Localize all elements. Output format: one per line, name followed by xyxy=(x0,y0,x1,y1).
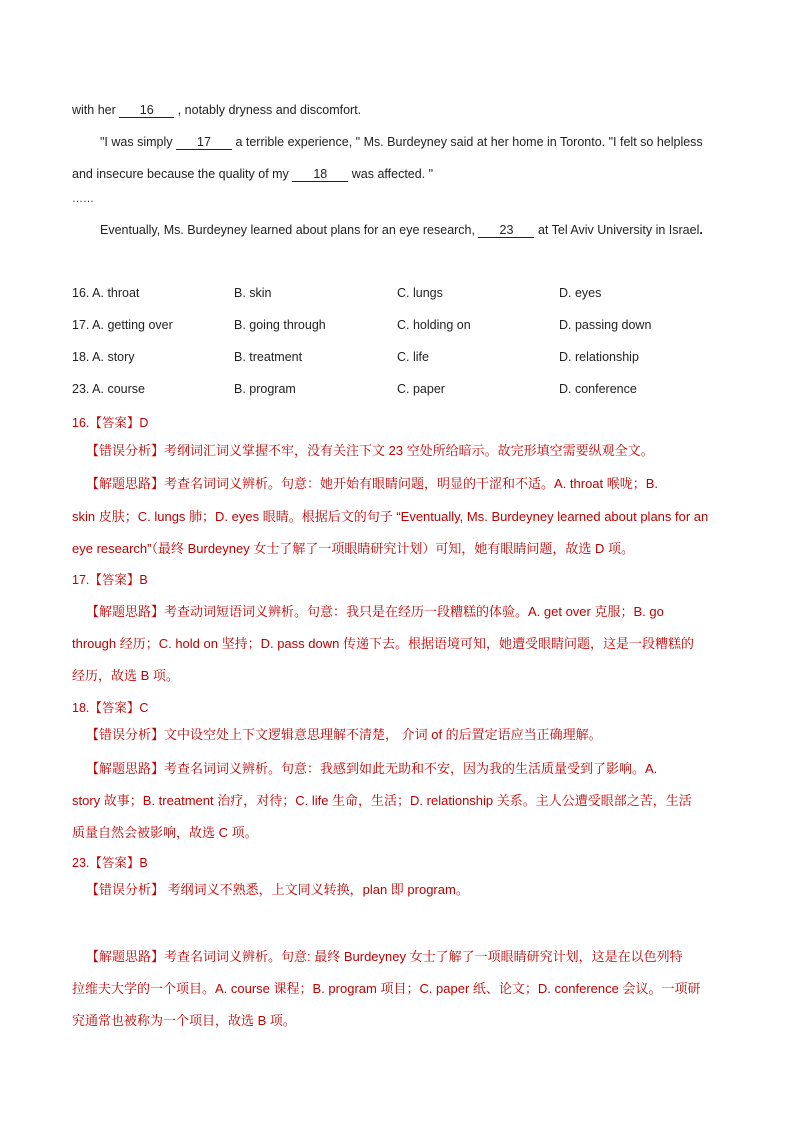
q18-option-d: D. relationship xyxy=(559,350,639,364)
text: was affected. " xyxy=(348,167,434,181)
blank-23: 23 xyxy=(478,224,534,238)
q16-option-c: C. lungs xyxy=(397,286,443,300)
q17-option-b: B. going through xyxy=(234,318,326,332)
blank-16: 16 xyxy=(119,104,174,118)
solution-23-line-3: 究通常也被称为一个项目，故选 B 项。 xyxy=(72,1013,296,1028)
q16-option-d: D. eyes xyxy=(559,286,602,300)
q17-option-a: 17. A. getting over xyxy=(72,318,173,332)
solution-17-line-3: 经历，故选 B 项。 xyxy=(72,668,179,683)
solution-16-line-1: 【解题思路】考查名词词义辨析。句意：她开始有眼睛问题，明显的干涩和不适。A. throat 喉咙；B. xyxy=(86,476,659,491)
ellipsis: …… xyxy=(72,193,94,205)
solution-18-line-1: 【解题思路】考查名词词义辨析。句意：我感到如此无助和不安，因为我的生活质量受到了影响。A. xyxy=(86,761,658,776)
text: "I was simply xyxy=(100,135,176,149)
answer-23: 23.【答案】B xyxy=(72,856,148,870)
passage-line-1 xyxy=(72,103,361,118)
error-analysis-23: 【错误分析】 考纲词义不熟悉，上文同义转换，plan 即 program。 xyxy=(86,882,469,897)
text: a terrible experience, " Ms. Burdeyney said at her home in Toronto. "I felt so helpless xyxy=(231,135,703,149)
blank-18: 18 xyxy=(292,168,348,182)
solution-17-line-1: 【解题思路】考查动词短语词义辨析。句意：我只是在经历一段糟糕的体验。A. get over 克服；B. go xyxy=(86,604,664,619)
error-analysis-18: 【错误分析】文中设空处上下文逻辑意思理解不清楚， 介词 of 的后置定语应当正确理解。 xyxy=(86,727,602,742)
q23-option-b: B. program xyxy=(234,382,296,396)
passage-line-2 xyxy=(100,135,703,150)
q23-option-a: 23. A. course xyxy=(72,382,145,396)
q16-option-b: B. skin xyxy=(234,286,272,300)
answer-17: 17.【答案】B xyxy=(72,573,148,587)
solution-23-line-1: 【解题思路】考查名词词义辨析。句意: 最终 Burdeyney 女士了解了一项眼睛研究计划，这是在以色列特 xyxy=(86,949,683,964)
answer-16: 16.【答案】D xyxy=(72,416,149,430)
q16-option-a: 16. A. throat xyxy=(72,286,140,300)
text: at Tel Aviv University in Israel xyxy=(534,223,700,237)
q17-option-d: D. passing down xyxy=(559,318,652,332)
q18-option-b: B. treatment xyxy=(234,350,303,364)
solution-23-line-2: 拉维夫大学的一个项目。A. course 课程；B. program 项目；C. paper 纸、论文；D. conference 会议。一项研 xyxy=(72,981,701,996)
text: , notably dryness and discomfort. xyxy=(174,103,362,117)
text: Eventually, Ms. Burdeyney learned about plans for an eye research, xyxy=(100,223,479,237)
q18-option-c: C. life xyxy=(397,350,429,364)
text: . xyxy=(699,223,703,237)
blank-17: 17 xyxy=(176,136,232,150)
solution-17-line-2: through 经历；C. hold on 坚持；D. pass down 传递下去。根据语境可知，她遭受眼睛问题，这是一段糟糕的 xyxy=(72,636,694,651)
q18-option-a: 18. A. story xyxy=(72,350,135,364)
answer-18: 18.【答案】C xyxy=(72,701,149,715)
solution-18-line-2: story 故事；B. treatment 治疗，对待；C. life 生命，生活；D. relationship 关系。主人公遭受眼部之苦，生活 xyxy=(72,793,692,808)
text: and insecure because the quality of my xyxy=(72,167,293,181)
passage-line-4 xyxy=(100,223,703,238)
text: with her xyxy=(72,103,120,117)
q23-option-d: D. conference xyxy=(559,382,637,396)
passage-line-3 xyxy=(72,167,433,182)
q17-option-c: C. holding on xyxy=(397,318,471,332)
error-analysis-16: 【错误分析】考纲词汇词义掌握不牢，没有关注下文 23 空处所给暗示。故完形填空需要纵观全文。 xyxy=(86,443,654,458)
solution-16-line-2: skin 皮肤；C. lungs 肺；D. eyes 眼睛。根据后文的句子 “Eventually, Ms. Burdeyney learned about plans for an xyxy=(72,509,709,524)
q23-option-c: C. paper xyxy=(397,382,445,396)
solution-18-line-3: 质量自然会被影响，故选 C 项。 xyxy=(72,825,258,840)
solution-16-line-3: eye research”（最终 Burdeyney 女士了解了一项眼睛研究计划）可知，她有眼睛问题，故选 D 项。 xyxy=(72,541,634,556)
